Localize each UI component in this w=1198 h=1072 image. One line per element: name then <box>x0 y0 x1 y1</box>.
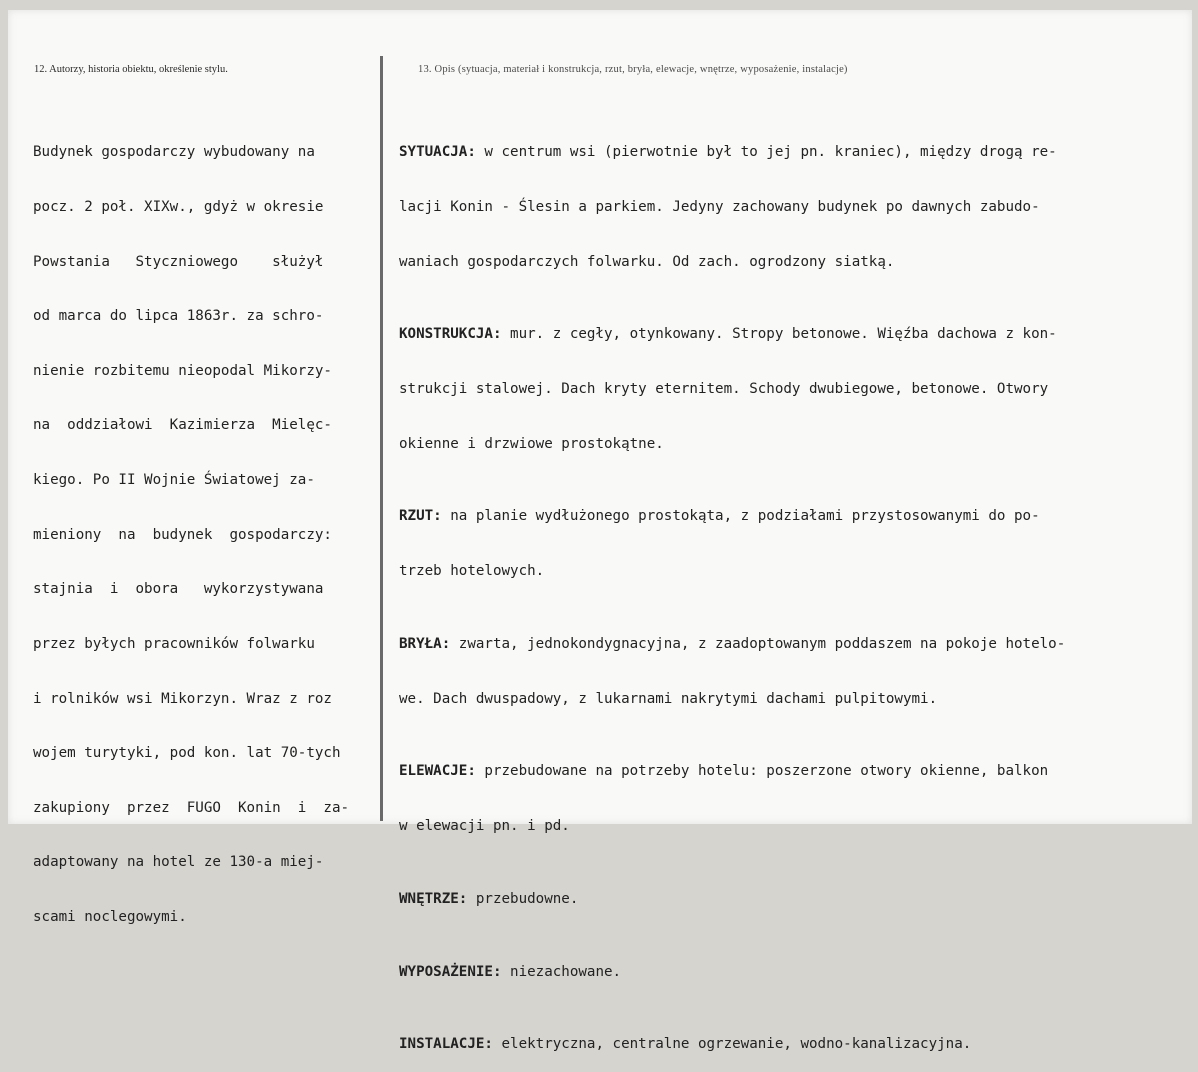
construction-section <box>399 325 1065 343</box>
situation-line: lacji Konin - Ślesin a parkiem. Jedyny zachowany budynek po dawnych zabudo- <box>399 199 1040 216</box>
interior-section <box>399 890 1065 908</box>
column-divider <box>380 56 383 821</box>
massing-label: BRYŁA: <box>399 635 451 652</box>
situation-line: waniach gospodarczych folwarku. Od zach. ogrodzony siatką. <box>399 253 895 270</box>
plan-line: trzeb hotelowych. <box>399 563 545 580</box>
furnishings-line: niezachowane. <box>501 963 622 980</box>
history-line: od marca do lipca 1863r. za schro- <box>33 308 324 325</box>
history-line: scami noclegowymi. <box>33 908 187 925</box>
installations-section <box>399 1035 1065 1053</box>
construction-line: okienne i drzwiowe prostokątne. <box>399 435 664 452</box>
history-line: nienie rozbitemu nieopodal Mikorzy- <box>33 362 332 379</box>
history-line: zakupiony przez FUGO Konin i za- <box>33 799 350 816</box>
elevations-line: w elewacji pn. i pd. <box>399 817 570 834</box>
installations-label: INSTALACJE: <box>399 1036 493 1053</box>
interior-label: WNĘTRZE: <box>399 890 468 907</box>
history-line: kiego. Po II Wojnie Światowej za- <box>33 472 315 489</box>
history-line: Powstania Styczniowego służył <box>33 253 324 270</box>
elevations-label: ELEWACJE: <box>399 763 476 780</box>
plan-label: RZUT: <box>399 508 442 525</box>
situation-line: w centrum wsi (pierwotnie był to jej pn. kraniec), między drogą re- <box>475 144 1057 161</box>
description-text <box>399 107 1065 1072</box>
massing-line: we. Dach dwuspadowy, z lukarnami nakrytymi dachami pulpitowymi. <box>399 690 938 707</box>
history-line: adaptowany na hotel ze 130-a miej- <box>33 854 324 871</box>
installations-line: elektryczna, centralne ogrzewanie, wodno-kanalizacyjna. <box>492 1036 972 1053</box>
left-column-header: 12. Autorzy, historia obiektu, określenie stylu. <box>34 64 228 75</box>
situation-label: SYTUACJA: <box>399 144 476 161</box>
history-line: pocz. 2 poł. XIXw., gdyż w okresie <box>33 199 324 216</box>
history-line: przez byłych pracowników folwarku <box>33 635 315 652</box>
history-text <box>33 107 349 944</box>
elevations-line: przebudowane na potrzeby hotelu: poszerzone otwory okienne, balkon <box>475 763 1049 780</box>
elevations-section <box>399 762 1065 780</box>
plan-line: na planie wydłużonego prostokąta, z podziałami przystosowanymi do po- <box>441 508 1040 525</box>
massing-section <box>399 635 1065 653</box>
history-line: i rolników wsi Mikorzyn. Wraz z roz <box>33 690 332 707</box>
plan-section <box>399 507 1065 525</box>
situation-section <box>399 143 1065 161</box>
construction-line: mur. z cegły, otynkowany. Stropy betonowe. Więźba dachowa z kon- <box>501 326 1057 343</box>
furnishings-label: WYPOSAŻENIE: <box>399 963 502 980</box>
history-line: stajnia i obora wykorzystywana <box>33 581 324 598</box>
history-line: Budynek gospodarczy wybudowany na <box>33 144 315 161</box>
right-column-header: 13. Opis (sytuacja, materiał i konstrukcja, rzut, bryła, elewacje, wnętrze, wyposażenie, instalacje) <box>418 64 848 75</box>
history-line: wojem turytyki, pod kon. lat 70-tych <box>33 745 341 762</box>
history-line: mieniony na budynek gospodarczy: <box>33 526 332 543</box>
construction-line: strukcji stalowej. Dach kryty eternitem. Schody dwubiegowe, betonowe. Otwory <box>399 381 1049 398</box>
furnishings-section <box>399 963 1065 981</box>
massing-line: zwarta, jednokondygnacyjna, z zaadoptowanym poddaszem na pokoje hotelo- <box>450 635 1066 652</box>
construction-label: KONSTRUKCJA: <box>399 326 502 343</box>
history-line: na oddziałowi Kazimierza Mielęc- <box>33 417 332 434</box>
interior-line: przebudowne. <box>467 890 579 907</box>
